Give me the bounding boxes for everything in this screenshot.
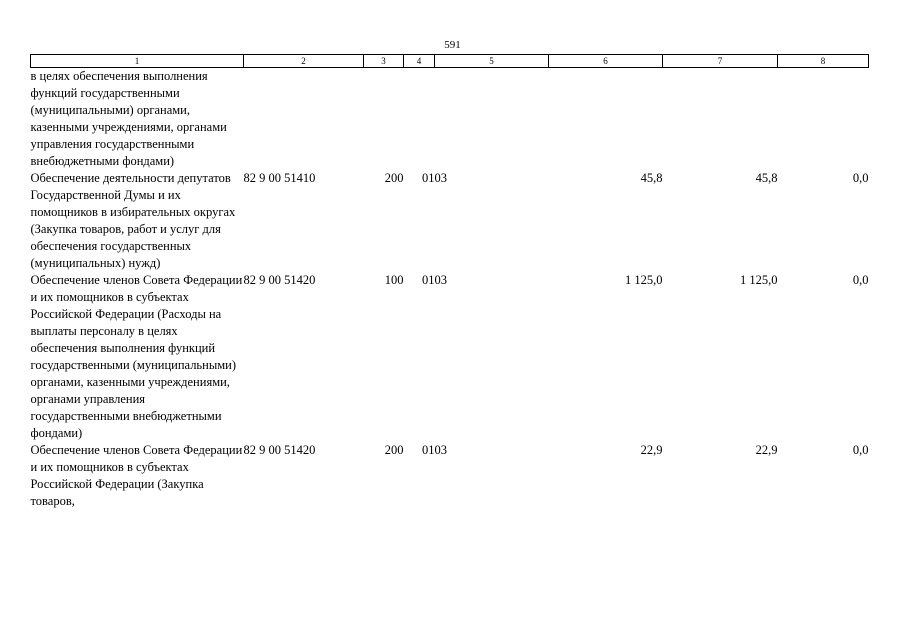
column-header: 7 xyxy=(663,55,778,68)
row-name: Обеспечение деятельности депутатов Государственной Думы и их помощников в избирательных округах (Закупка товаров, работ и услуг для обеспечения государственных (муниципальных) нужд) xyxy=(30,171,236,270)
subsection-code: 03 xyxy=(434,443,447,457)
table-row xyxy=(31,68,869,171)
value-col-7: 45,8 xyxy=(755,171,778,185)
row-name: в целях обеспечения выполнения функций государственными (муниципальными) органами, казенными учреждениями, органами управления государственными внебюджетными фондами) xyxy=(30,69,227,168)
table-row xyxy=(31,272,869,442)
column-header: 1 xyxy=(31,55,244,68)
section-code: 01 xyxy=(422,171,435,185)
column-header: 8 xyxy=(778,55,869,68)
subsection-code xyxy=(435,68,549,171)
target-article-code: 82 9 00 51420 xyxy=(243,273,316,287)
section-code xyxy=(404,68,435,171)
column-header: 2 xyxy=(244,55,364,68)
column-header: 5 xyxy=(435,55,549,68)
subsection-code: 03 xyxy=(434,171,447,185)
target-article-code: 82 9 00 51410 xyxy=(243,171,316,185)
value-col-8: 0,0 xyxy=(852,171,869,185)
row-name: Обеспечение членов Совета Федерации и их помощников в субъектах Российской Федерации (Закупка товаров, xyxy=(30,443,243,508)
value-col-7: 1 125,0 xyxy=(740,273,778,287)
table-row xyxy=(31,442,869,510)
value-col-6: 22,9 xyxy=(640,443,663,457)
expense-type: 200 xyxy=(384,171,404,185)
section-code: 01 xyxy=(422,273,435,287)
expense-type xyxy=(364,68,404,171)
section-code: 01 xyxy=(422,443,435,457)
subsection-code: 03 xyxy=(434,273,447,287)
value-col-8: 0,0 xyxy=(852,443,869,457)
value-col-6: 45,8 xyxy=(640,171,663,185)
expense-type: 100 xyxy=(384,273,404,287)
column-number-row xyxy=(31,55,869,68)
value-col-6: 1 125,0 xyxy=(625,273,663,287)
row-name: Обеспечение членов Совета Федерации и их помощников в субъектах Российской Федерации (Расходы на выплаты персоналу в целях обеспечения выполнения функций государственными (муниципальными) органами, казенными учреждениями, органами управления государственными внебюджетными фондами) xyxy=(30,273,243,440)
value-col-8 xyxy=(778,68,869,171)
column-header: 3 xyxy=(364,55,404,68)
page-number: 591 xyxy=(444,39,461,51)
expense-type: 200 xyxy=(384,443,404,457)
budget-table xyxy=(30,54,869,510)
value-col-7: 22,9 xyxy=(755,443,778,457)
value-col-7 xyxy=(663,68,778,171)
target-article-code: 82 9 00 51420 xyxy=(243,443,316,457)
column-header: 6 xyxy=(549,55,663,68)
table-row xyxy=(31,170,869,272)
column-header: 4 xyxy=(404,55,435,68)
value-col-8: 0,0 xyxy=(852,273,869,287)
target-article-code xyxy=(244,68,364,171)
value-col-6 xyxy=(549,68,663,171)
